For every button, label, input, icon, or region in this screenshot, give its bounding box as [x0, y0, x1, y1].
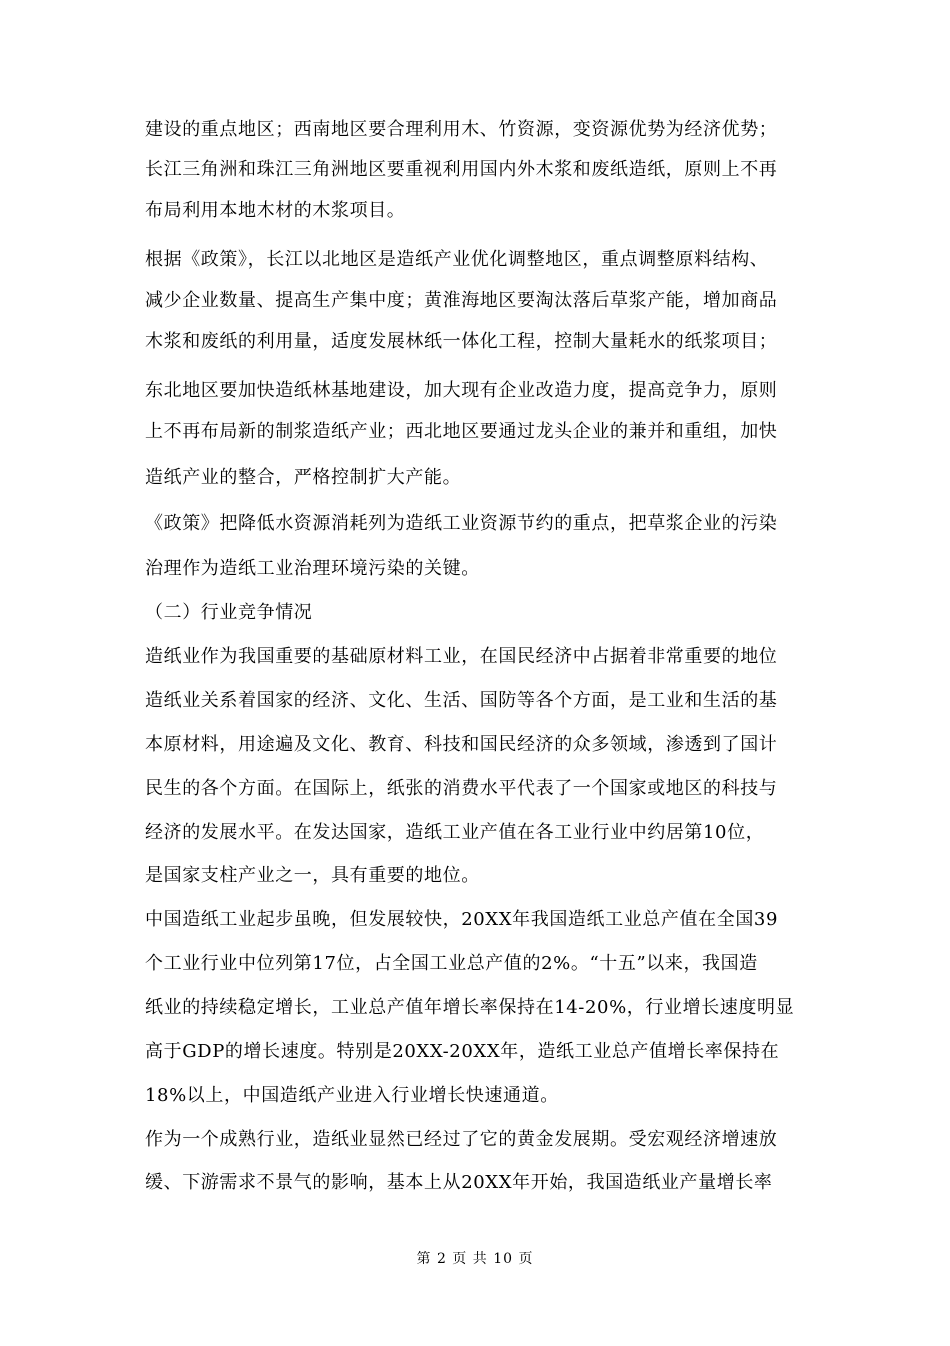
text-line: 建设的重点地区；西南地区要合理利用木、竹资源，变资源优势为经济优势； [145, 119, 778, 140]
text-line: 中国造纸工业起步虽晚，但发展较快，20XX年我国造纸工业总产值在全国39 [145, 909, 779, 930]
text-line: 缓、下游需求不景气的影响，基本上从20XX年开始，我国造纸业产量增长率 [145, 1172, 773, 1193]
section-heading: （二）行业竞争情况 [145, 602, 313, 623]
text-line: 造纸产业的整合，严格控制扩大产能。 [145, 467, 462, 488]
text-line: 东北地区要加快造纸林基地建设，加大现有企业改造力度，提高竞争力，原则 [145, 380, 778, 401]
text-line: 上不再布局新的制浆造纸产业；西北地区要通过龙头企业的兼并和重组，加快 [145, 421, 778, 442]
page-footer: 第 2 页 共 10 页 [416, 1251, 534, 1267]
text-line: 经济的发展水平。在发达国家，造纸工业产值在各工业行业中约居第10位， [145, 822, 765, 843]
text-line: 本原材料，用途遍及文化、教育、科技和国民经济的众多领域，渗透到了国计 [145, 734, 778, 755]
text-line: 是国家支柱产业之一，具有重要的地位。 [145, 865, 480, 886]
text-line: 纸业的持续稳定增长，工业总产值年增长率保持在14-20%，行业增长速度明显 [145, 997, 795, 1018]
text-line: 个工业行业中位列第17位，占全国工业总产值的2%。“十五”以来，我国造 [145, 953, 758, 974]
text-line: 布局利用本地木材的木浆项目。 [145, 200, 406, 221]
text-line: 造纸业作为我国重要的基础原材料工业，在国民经济中占据着非常重要的地位 [145, 646, 778, 667]
text-line: 18%以上，中国造纸产业进入行业增长快速通道。 [145, 1085, 559, 1106]
text-line: 木浆和废纸的利用量，适度发展林纸一体化工程，控制大量耗水的纸浆项目； [145, 331, 778, 352]
text-line: 民生的各个方面。在国际上，纸张的消费水平代表了一个国家或地区的科技与 [145, 778, 778, 799]
text-line: 高于GDP的增长速度。特别是20XX-20XX年，造纸工业总产值增长率保持在 [145, 1041, 780, 1062]
text-line: 根据《政策》，长江以北地区是造纸产业优化调整地区，重点调整原料结构、 [145, 249, 769, 270]
text-line: 《政策》把降低水资源消耗列为造纸工业资源节约的重点，把草浆企业的污染 [145, 513, 778, 534]
text-line: 长江三角洲和珠江三角洲地区要重视利用国内外木浆和废纸造纸，原则上不再 [145, 159, 778, 180]
text-line: 治理作为造纸工业治理环境污染的关键。 [145, 558, 480, 579]
text-line: 作为一个成熟行业，造纸业显然已经过了它的黄金发展期。受宏观经济增速放 [145, 1129, 778, 1150]
text-line: 减少企业数量、提高生产集中度；黄淮海地区要淘汰落后草浆产能，增加商品 [145, 290, 778, 311]
text-line: 造纸业关系着国家的经济、文化、生活、国防等各个方面，是工业和生活的基 [145, 690, 778, 711]
